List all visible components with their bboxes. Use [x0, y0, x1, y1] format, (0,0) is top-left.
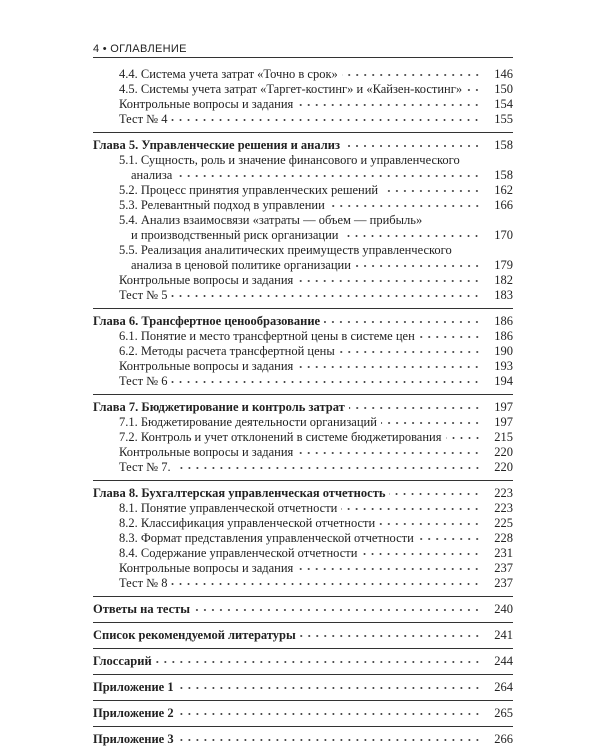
- toc-entry: Тест № 6 194: [119, 374, 513, 388]
- toc-entry: анализа в ценовой политике организации 179: [131, 258, 513, 272]
- toc-entry: Контрольные вопросы и задания 237: [119, 561, 513, 575]
- divider: [93, 596, 513, 597]
- divider: [93, 700, 513, 701]
- toc-entry: Тест № 4 155: [119, 112, 513, 126]
- toc-entry: 8.2. Классификация управленческой отчетности 225: [119, 516, 513, 530]
- toc-chapter-5: Глава 5. Управленческие решения и анализ 158: [93, 138, 513, 152]
- divider: [93, 648, 513, 649]
- toc-entry: 7.2. Контроль и учет отклонений в системе бюджетирования 215: [119, 430, 513, 444]
- toc-appendix-2: Приложение 2 265: [93, 706, 513, 720]
- toc-entry: 6.1. Понятие и место трансфертной цены в системе цен 186: [119, 329, 513, 343]
- bullet: •: [102, 43, 107, 55]
- toc-entry: 5.4. Анализ взаимосвязи «затраты — объем — прибыль»: [119, 213, 423, 227]
- header-title: ОГЛАВЛЕНИЕ: [110, 43, 187, 55]
- divider: [93, 394, 513, 395]
- toc-answers: Ответы на тесты 240: [93, 602, 513, 616]
- toc-entry: Контрольные вопросы и задания 193: [119, 359, 513, 373]
- divider: [93, 674, 513, 675]
- toc-entry: Контрольные вопросы и задания 220: [119, 445, 513, 459]
- toc-chapter-6: Глава 6. Трансфертное ценообразование 186: [93, 314, 513, 328]
- divider: [93, 308, 513, 309]
- toc-literature: Список рекомендуемой литературы 241: [93, 628, 513, 642]
- divider: [93, 480, 513, 481]
- toc-appendix-3: Приложение 3 266: [93, 732, 513, 746]
- toc-entry: 8.1. Понятие управленческой отчетности 223: [119, 501, 513, 515]
- page-number: 4: [93, 43, 100, 55]
- toc-entry: 5.5. Реализация аналитических преимуществ управленческого: [119, 243, 452, 257]
- toc-entry: 4.5. Системы учета затрат «Таргет-костинг» и «Кайзен-костинг» 150: [119, 82, 513, 96]
- toc-entry: 5.1. Сущность, роль и значение финансового и управленческого: [119, 153, 460, 167]
- toc-entry: 4.4. Система учета затрат «Точно в срок» 146: [119, 67, 513, 81]
- toc-appendix-1: Приложение 1 264: [93, 680, 513, 694]
- toc-entry: Тест № 5 183: [119, 288, 513, 302]
- toc-entry: 5.2. Процесс принятия управленческих решений 162: [119, 183, 513, 197]
- toc-glossary: Глоссарий 244: [93, 654, 513, 668]
- toc-entry: 7.1. Бюджетирование деятельности организаций 197: [119, 415, 513, 429]
- divider: [93, 132, 513, 133]
- toc-entry: Тест № 8 237: [119, 576, 513, 590]
- toc-entry: анализа 158: [131, 168, 513, 182]
- running-header: [93, 43, 513, 58]
- toc-entry: Контрольные вопросы и задания 182: [119, 273, 513, 287]
- divider: [93, 622, 513, 623]
- toc-chapter-7: Глава 7. Бюджетирование и контроль затрат 197: [93, 400, 513, 414]
- toc-entry: 5.3. Релевантный подход в управлении 166: [119, 198, 513, 212]
- table-of-contents: [93, 67, 513, 747]
- toc-entry: 8.4. Содержание управленческой отчетности 231: [119, 546, 513, 560]
- divider: [93, 726, 513, 727]
- toc-chapter-8: Глава 8. Бухгалтерская управленческая отчетность 223: [93, 486, 513, 500]
- toc-entry: Контрольные вопросы и задания 154: [119, 97, 513, 111]
- toc-entry: 8.3. Формат представления управленческой отчетности 228: [119, 531, 513, 545]
- toc-entry: 6.2. Методы расчета трансфертной цены 190: [119, 344, 513, 358]
- toc-entry: Тест № 7. 220: [119, 460, 513, 474]
- toc-entry: и производственный риск организации 170: [131, 228, 513, 242]
